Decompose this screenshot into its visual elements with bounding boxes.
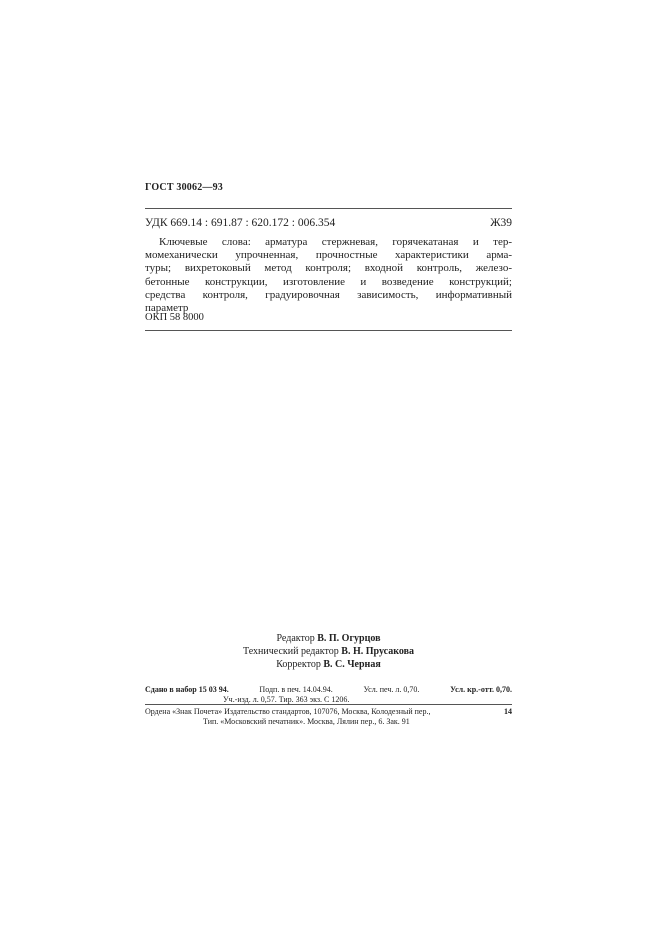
publisher-block (145, 707, 512, 727)
udc-line (145, 217, 512, 229)
printed-sheets: Усл. печ. л. 0,70. (363, 685, 420, 694)
publisher-line (145, 707, 512, 717)
proofreader-name: В. С. Черная (323, 659, 381, 670)
print-run-row: Уч.-изд. л. 0,57. Тир. 363 экз. С 1206. (223, 695, 350, 704)
publisher-text: Ордена «Знак Почета» Издательство стандартов, 107076, Москва, Колодезный пер., (145, 707, 431, 716)
publisher-number: 14 (504, 707, 512, 716)
keywords-line: Ключевые слова: арматура стержневая, горячекатаная и тер- (159, 236, 512, 248)
udc-code: УДК 669.14 : 691.87 : 620.172 : 006.354 (145, 217, 336, 229)
proofreader-label: Корректор (276, 659, 321, 670)
tech-editor-name: В. Н. Прусакова (341, 646, 414, 657)
bottom-divider (145, 330, 512, 331)
signed-date: Подп. в печ. 14.04.94. (259, 685, 333, 694)
okp-code: ОКП 58 8000 (145, 312, 204, 323)
proofreader-line (145, 658, 512, 671)
keywords-line: туры; вихретоковый метод контроля; входной контроль, железо- (145, 262, 512, 275)
editor-label: Редактор (276, 633, 315, 644)
credits-block (145, 632, 512, 671)
editor-line (145, 632, 512, 645)
keywords-line: бетонные конструкции, изготовление и возведение конструкций; (145, 275, 512, 288)
standard-header: ГОСТ 30062—93 (145, 182, 224, 193)
printer-line: Тип. «Московский печатник». Москва, Лялин пер., 6. Зак. 91 (203, 717, 410, 726)
submitted-date: Сдано в набор 15 03 94. (145, 685, 229, 694)
editor-name: В. П. Огурцов (317, 633, 381, 644)
imprint-divider (145, 704, 512, 705)
tech-editor-label: Технический редактор (243, 646, 339, 657)
print-details (145, 685, 512, 705)
keywords-line: средства контроля, градуировочная зависимость, информативный (145, 288, 512, 301)
print-details-row (145, 685, 512, 695)
tech-editor-line (145, 645, 512, 658)
top-divider (145, 208, 512, 209)
group-code: Ж39 (490, 217, 512, 229)
keywords-block (145, 236, 512, 315)
keywords-line: параметр (145, 302, 189, 315)
keywords-line: момеханически упрочненная, прочностные характеристики арма- (145, 249, 512, 262)
color-prints: Усл. кр.-отт. 0,70. (450, 685, 512, 694)
